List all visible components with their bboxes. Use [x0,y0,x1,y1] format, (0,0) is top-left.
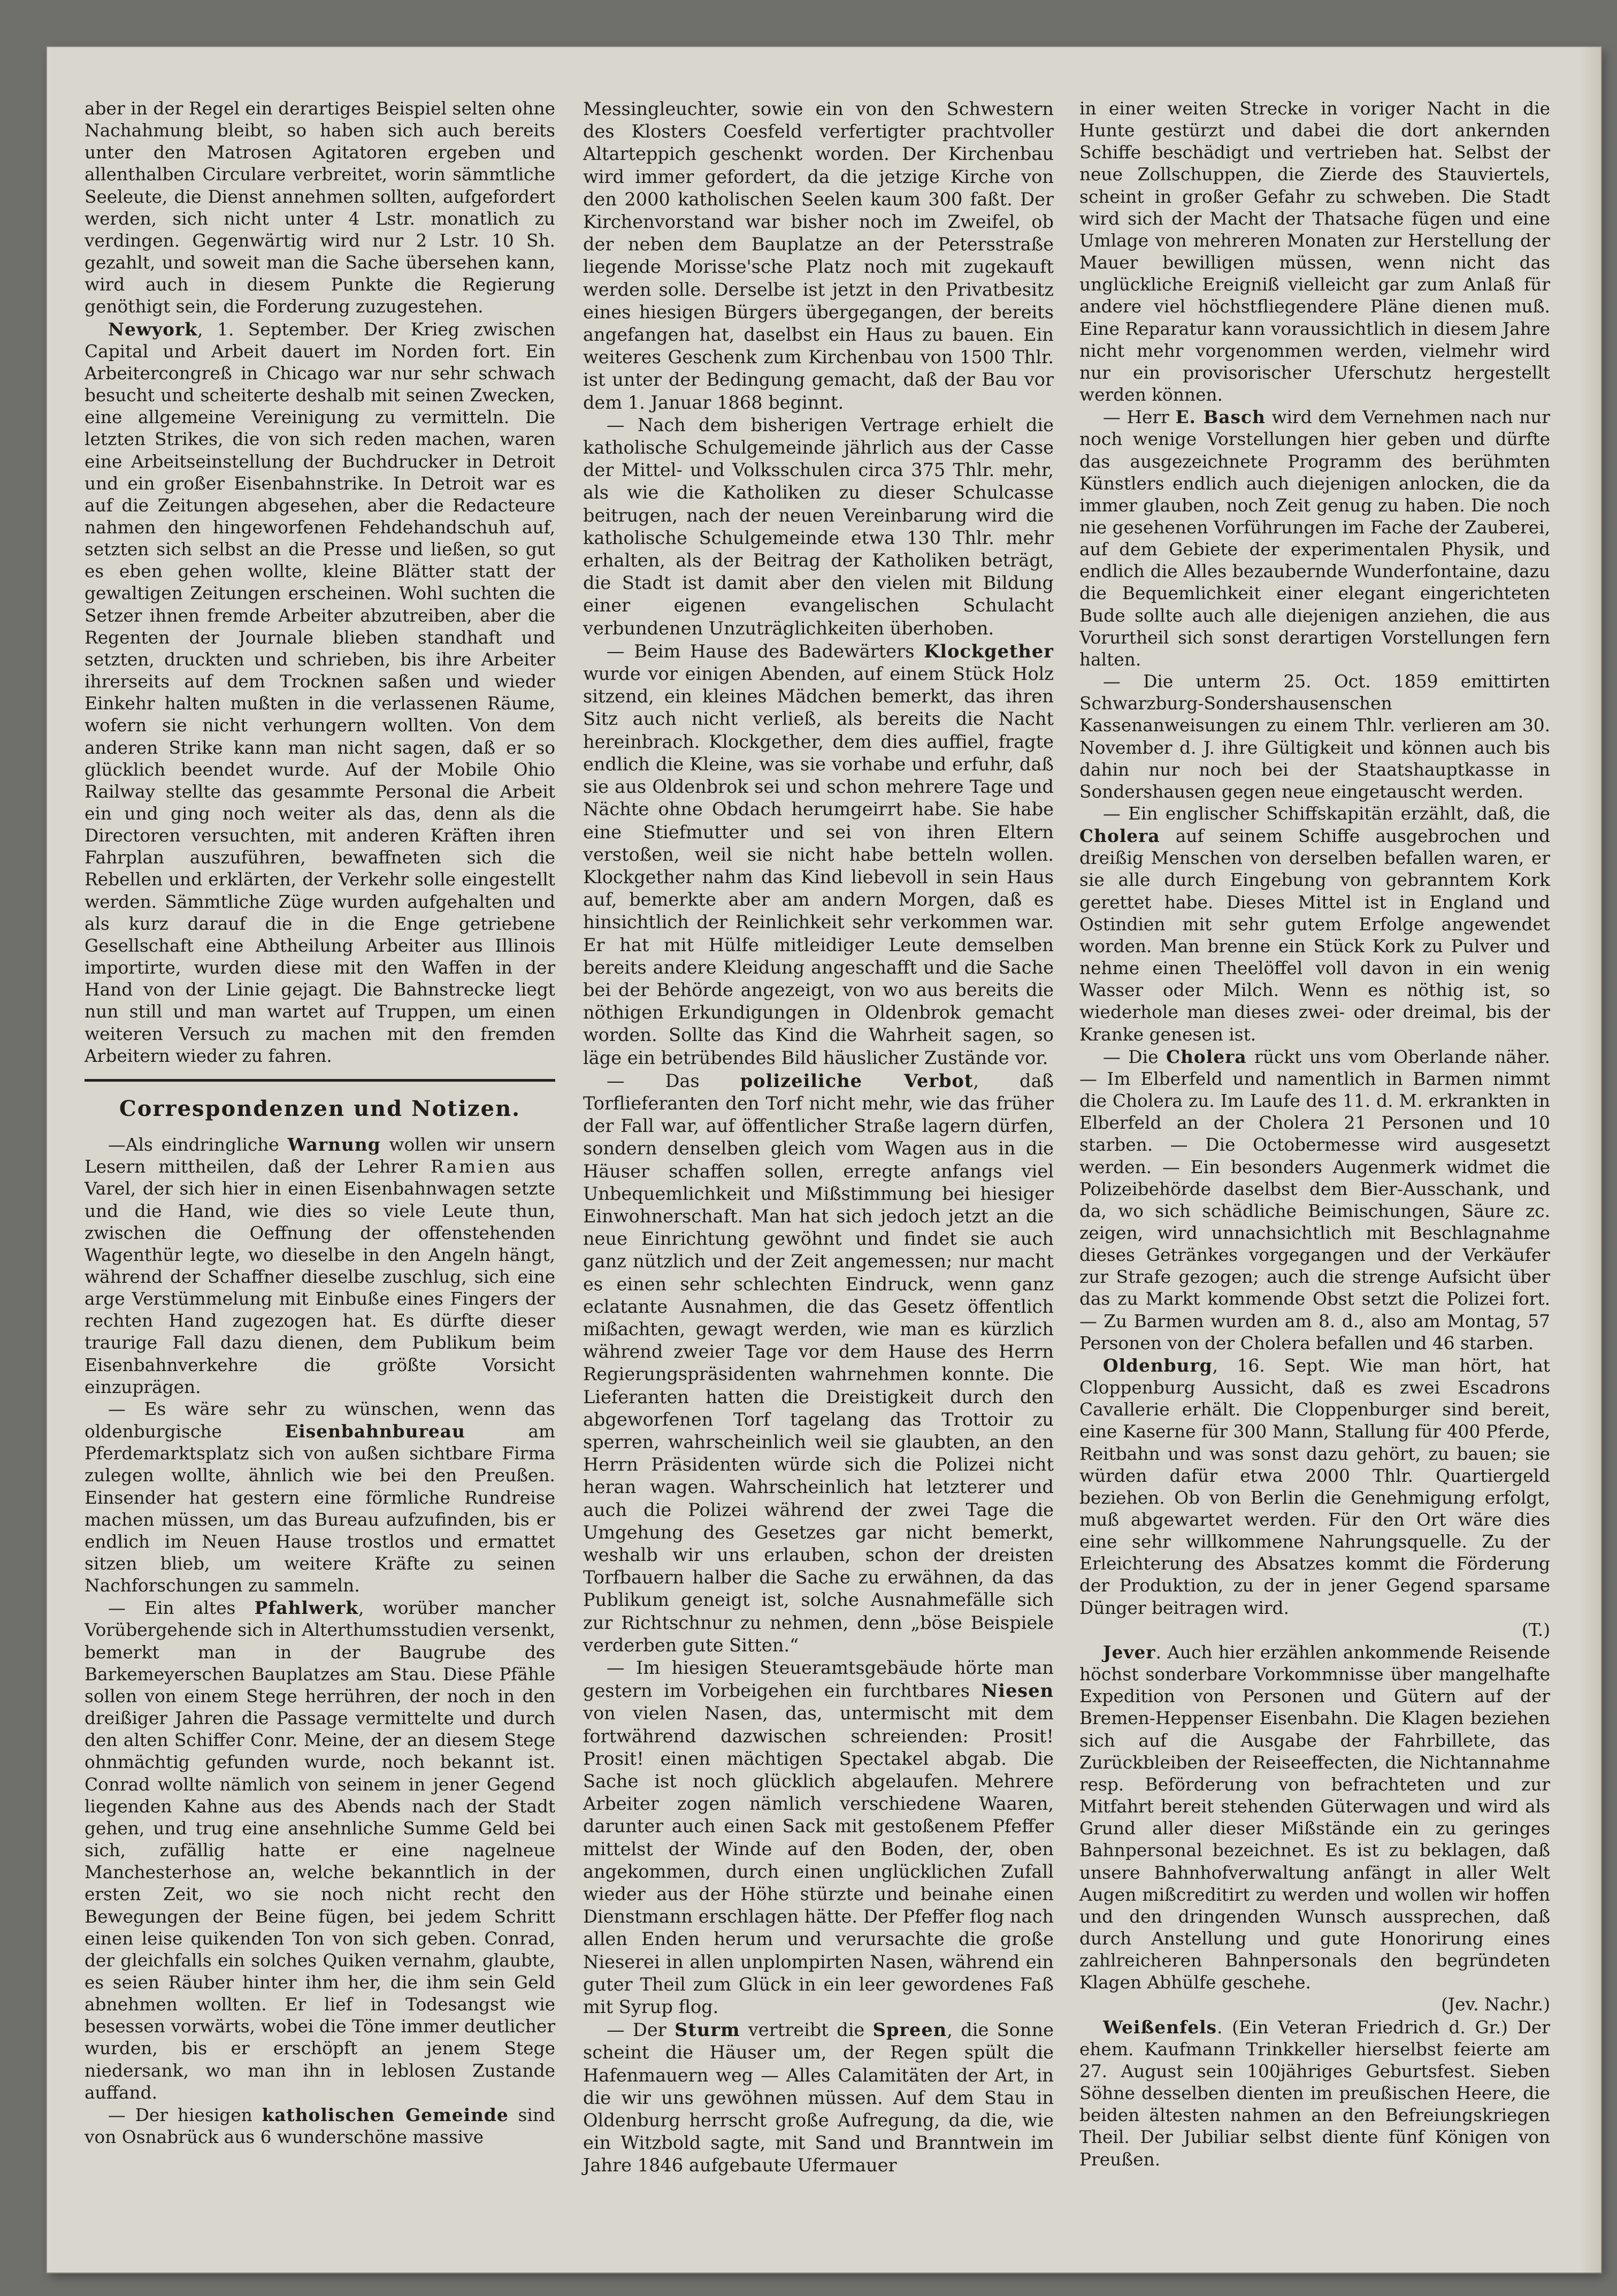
text-run: vertreibt die [740,2019,873,2041]
article-pfahlwerk [85,1597,555,2104]
dateline-jever: Jever [1103,1641,1156,1663]
text-run: , die Sonne scheint die Häuser um, der Regen spült die Hafenmauern weg — Alles Calamitäten der Art, in die wir uns gewöhnen müssen. Auf dem Stau in Oldenburg herrscht große Aufregung, da die, wie ein Witzbold sagte, mit Sand und Branntwein im Jahre 1846 aufgebaute Ufermauer [583,2019,1054,2176]
keyword-katholische-gemeinde: katholischen Gemeinde [262,2104,509,2125]
keyword-sturm: Sturm [675,2019,740,2041]
column-3 [1079,98,1550,2171]
article-basch [1079,406,1550,671]
article-warnung [85,1134,555,1398]
dateline-newyork: Newyork [108,318,198,340]
dateline-oldenburg: Oldenburg [1103,1354,1213,1376]
article-shipping-strike-end: aber in der Regel ein derartiges Beispiel selten ohne Nachahmung bleibt, so haben sich auch bereits unter den Matrosen Agitatoren ergeben und allenthalben Circulare verbreitet, worin sämmtliche Seeleute, die Dienst annehmen sollten, aufgefordert werden, sich nicht unter 4 Lstr. monatlich zu verdingen. Gegenwärtig wird nur 2 Lstr. 10 Sh. gezahlt, und soweit man die Sache übersehen kann, wird auch in diesem Punkte die Regierung genöthigt sein, die Forderung zuzugestehen. [85,98,555,317]
text-run: , worüber mancher Vorübergehende sich in Alterthumsstudien versenkt, bemerkt man in der Baugrube des Barkemeyerschen Bauplatzes am Stau. Diese Pfähle sollen von einem Stege herrühren, der noch in den dreißiger Jahren die Passage vermittelte und durch den alten Schiffer Conr. Meine, der an diesem Stege ohnmächtig gefunden wurde, noch bekannt ist. Conrad wollte nämlich von seinem in jener Gegend liegenden Kahne aus des Abends nach der Stadt gehen, und trug eine ansehnliche Summe Geld bei sich, zufällig hatte er eine nagelneue Manchesterhose an, welche bekanntlich in der ersten Zeit, wo sie noch nicht recht den Bewegungen der Beine fügen, bei jedem Schritt einen leise quikenden Ton von sich geben. Conrad, der gleichfalls ein solches Quiken vernahm, glaubte, es seien Räuber hinter ihm her, die ihm sein Geld abnehmen wollten. Er lief in Todesangst wie besessen vorwärts, wobei die Töne immer deutlicher wurden, bis er erschöpft an jenem Stege niedersank, wo man ihn in leblosen Zustande auffand. [85,1598,555,2103]
text-run: von vielen Nasen, das, untermischt mit dem fortwährend dazwischen schreienden: Prosit! Prosit! einen mächtigen Spectakel abgab. Die Sache ist noch glücklich abgelaufen. Mehrere Arbeiter zogen nämlich verschiedene Waaren, darunter auch einen Sack mit gestoßenem Pfeffer mittelst der Winde auf den Boden, der, oben angekommen, durch einen unglücklichen Zufall wieder aus der Höhe stürzte und beinahe einen Dienstmann erschlagen hätte. Der Pfeffer flog nach allen Enden herum und verursachte die große Nieserei in allen unplompirten Nasen, während ein guter Theil zum Glück in ein leer gewordenes Faß mit Syrup flog. [583,1703,1054,2018]
text-run: — Es wäre sehr zu wünschen, wenn das oldenburgische [85,1398,555,1442]
keyword-niesen: Niesen [981,1680,1054,1702]
name-ramien: Ramien [431,1157,512,1177]
keyword-cholera: Cholera [1166,1046,1247,1067]
text-run: , daß Torflieferanten den Torf nicht mehr, wie das früher der Fall war, auf öffentlicher Straße lagern dürfen, sondern denselben gleich vom Wagen aus in die Häuser schaffen sollen, erregte anfangs viel Unbequemlichkeit und Mißstimmung bei hiesiger Einwohnerschaft. Man hat sich jedoch jetzt an die neue Einrichtung gewöhnt und findet sie auch ganz nützlich und der Zeit angemessen; nur macht es einen sehr schlechten Eindruck, wenn ganz eclatante Ausnahmen, die das Gesetz öffentlich mißachten, gewagt werden, wie man es kürzlich während zweier Tage vor dem Hause des Herrn Regierungspräsidenten wahrnehmen konnte. Die Lieferanten hatten die Dreistigkeit durch den abgeworfenen Torf tagelang das Trottoir zu sperren, wahrscheinlich weil sie glaubten, an den Herrn Präsidenten würde sich die Polizei nicht heran wagen. Wahrscheinlich hat letzterer und auch die Polizei während der zwei Tage die Umgehung des Gesetzes gar nicht bemerkt, weshalb wir uns erlauben, schon der dreisten Torfbauern halber die Sache zu erwähnen, da das Publikum geneigt ist, solche Ausnahmefälle sich zur Richtschnur zu nehmen, denn „böse Beispiele verderben gute Sitten.“ [583,1070,1054,1656]
article-weissenfels [1079,2016,1550,2171]
article-kirchenbau: Messingleuchter, sowie ein von den Schwestern des Klosters Coesfeld verfertigter prachtvoller Altarteppich geschenkt worden. Der Kirchenbau wird immer gefordert, da die jetzige Kirche von den 2000 katholischen Seelen kaum 300 faßt. Der Kirchenvorstand war bisher noch im Zweifel, ob der neben dem Bauplatze an der Petersstraße liegende Morisse'sche Platz noch mit zugekauft werden solle. Derselbe ist jetzt in den Privatbesitz eines hiesigen Bürgers übergegangen, der bereits angefangen hat, daselbst ein Haus zu bauen. Ein weiteres Geschenk zum Kirchenbau von 1500 Thlr. ist unter der Bedingung gemacht, daß der Bau vor dem 1. Januar 1868 beginnt. [583,98,1054,413]
article-ufermauer: in einer weiten Strecke in voriger Nacht in die Hunte gestürzt und dabei die dort ankernden Schiffe beschädigt und vertrieben hat. Selbst der neue Zollschuppen, die Zierde des Stauviertels, scheint in großer Gefahr zu schweben. Die Stadt wird sich der Macht der Thatsache fügen und eine Umlage von mehreren Monaten zur Herstellung der Mauer bewilligen müssen, wenn nicht das unglückliche Ereigniß vielleicht gar zum Anlaß für andere viel höchstfliegendere Pläne dienen muß. Eine Reparatur kann voraussichtlich in diesem Jahre nicht mehr vorgenommen werden, vielmehr wird nur ein provisorischer Uferschutz hergestellt werden können. [1079,98,1550,405]
text-run: . Auch hier erzählen ankommende Reisende höchst sonderbare Vorkommnisse über mangelhafte Expedition von Personen und Gütern auf der Bremen-Heppenser Eisenbahn. Die Klagen beziehen sich auf die Ausgabe der Fahrbillete, das Zurückbleiben der Reiseeffecten, die Nichtannahme resp. Beförderung von befrachteten und zur Mitfahrt bereit stehenden Güterwagen und wird als Grund aller dieser Mißstände ein zu geringes Bahnpersonal bezeichnet. Es ist zu beklagen, daß unsere Bahnhofverwaltung anfängt in aller Welt Augen mißcreditirt zu werden und wollen wir hoffen und den dringenden Wunsch aussprechen, daß durch Anstellung und gute Honorirung eines zahlreicheren Bahnpersonals den begründeten Klagen Abhülfe geschehe. [1079,1642,1550,1993]
text-run: auf seinem Schiffe ausgebrochen und dreißig Menschen von derselben befallen waren, er sie alle durch Eingebung von gebranntem Kork gerettet habe. Dieses Mittel ist in England und Ostindien mit sehr gutem Erfolge angewendet worden. Man brenne ein Stück Kork zu Pulver und nehme einen Theelöffel voll davon in ein wenig Wasser oder Milch. Wenn es nöthig ist, so wiederhole man dieses zwei- oder dreimal, bis der Kranke genesen ist. [1079,826,1550,1045]
page-edge-shadow [1580,47,1601,2272]
dateline-weissenfels: Weißenfels [1103,2016,1217,2038]
section-divider [85,1079,555,1082]
text-run: wollen wir unsern Lesern mittheilen, daß der Lehrer [85,1135,555,1177]
text-run: — Im hiesigen Steueramtsgebäude hörte man gestern im Vorbeigehen ein furchtbares [583,1657,1054,1702]
text-run: — Beim Hause des Badewärters [607,640,924,662]
newspaper-page [47,47,1601,2272]
article-klockgether [583,640,1054,1069]
text-run: , 16. Sept. Wie man hört, hat Cloppenburg Aussicht, daß es zwei Escadrons Cavallerie erhält. Die Cloppenburger sind bereit, eine Kaserne für 300 Mann, Stallung für 400 Pferde, Reitbahn und was sonst dazu gehört, zu bauen; sie würden dafür etwa 2000 Thlr. Quartiergeld beziehen. Ob von Berlin die Genehmigung erfolgt, muß abgewartet werden. Für den Ort wäre dies eine sehr willkommene Nahrungsquelle. Zu der Erleichterung des Absatzes kommt die Förderung der Produktion, zu der in jener Gegend sparsame Dünger beitragen wird. [1079,1355,1550,1618]
article-cholera-elberfeld [1079,1046,1550,1354]
text-run: — Der hiesigen [108,2104,262,2125]
article-cholera-kork [1079,803,1550,1046]
signature-jev-nachr: (Jev. Nachr.) [1441,1994,1550,2015]
article-oldenburg [1079,1354,1550,1619]
keyword-spreen: Spreen [872,2019,947,2041]
keyword-klockgether: Klockgether [924,640,1054,662]
text-run: — Die [1103,1046,1166,1067]
text-run: rückt uns vom Oberlande näher. — Im Elberfeld und namentlich in Barmen nimmt die Cholera zu. Im Laufe des 11. d. M. erkrankten in Elberfeld an der Cholera 21 Personen und 10 starben. — Die Octobermesse wird ausgesetzt werden. — Ein besonders Augenmerk widmet die Polizeibehörde daselbst dem Bier-Ausschank, und da, wo sich schädliche Beimischungen, Säure zc. zeigen, wird unnachsichtlich mit Beschlagnahme dieses Getränkes vorgegangen und der Verkäufer zur Strafe gezogen; auch die strenge Aufsicht über das zu Markt kommende Obst setzt die Polizei fort. — Zu Barmen wurden am 8. d., also am Montag, 57 Personen von der Cholera befallen und 46 starben. [1079,1046,1550,1353]
article-katholische-gemeinde [85,2104,555,2148]
text-run: — Ein englischer Schiffskapitän erzählt, daß, die [1103,803,1550,824]
article-eisenbahnbureau [85,1398,555,1597]
text-run: —Als eindringliche [108,1135,288,1155]
keyword-pfahlwerk: Pfahlwerk [254,1597,358,1619]
article-kassenanweisungen: — Die unterm 25. Oct. 1859 emittirten Schwarzburg-Sondershausenschen Kassenanweisungen zu einem Thlr. verlieren am 30. November d. J. ihre Gültigkeit und können auch bis dahin nur noch bei der Staatshauptkasse in Sondershausen gegen neue eingetauscht werden. [1079,671,1550,802]
text-run: wurde vor einigen Abenden, auf einem Stück Holz sitzend, ein kleines Mädchen bemerkt, das ihren Sitz auch nicht verließ, als bereits die Nacht hereinbrach. Klockgether, dem dies auffiel, fragte endlich die Kleine, was sie vorhabe und erfuhr, daß sie aus Oldenbrok sei und schon mehrere Tage und Nächte ohne Obdach herumgeirrt habe. Sie habe eine Stiefmutter und sei von ihren Eltern verstoßen, weil sie nicht habe betteln wollen. Klockgether nahm das Kind liebevoll in sein Haus auf, bemerkte aber am andern Morgen, daß es hinsichtlich der Reinlichkeit sehr verkommen war. Er hat mit Hülfe mitleidiger Leute demselben bereits andere Kleidung angeschafft und die Sache bei der Behörde angezeigt, von wo aus bereits die nöthigen Erkundigungen in Oldenbrok gemacht worden. Sollte das Kind die Wahrheit sagen, so läge ein betrübendes Bild häuslicher Zustände vor. [583,663,1054,1068]
article-newyork-text: , 1. September. Der Krieg zwischen Capital und Arbeit dauert im Norden fort. Ein Arbeitercongreß in Chicago war nur sehr schwach besucht und scheiterte deshalb mit seinen Zwecken, eine allgemeine Vereinigung zu vermitteln. Die letzten Strikes, die von sich reden machen, waren eine Arbeitseinstellung der Buchdrucker in Detroit und ein großer Eisenbahnstrike. In Detroit war es auf die Zeitungen abgesehen, aber die Redacteure nahmen den hingeworfenen Fehdehandschuh auf, setzten sich selbst an die Presse und ließen, so gut es eben gehen wollte, kleine Blätter statt der gewaltigen Zeitungen erscheinen. Wohl suchten die Setzer ihnen fremde Arbeiter abzutreiben, aber die Regenten der Journale blieben standhaft und setzten, druckten und schrieben, bis ihre Arbeiter ihrerseits auf dem Trocknen saßen und wieder Einkehr halten mußten in die verlassenen Räume, wofern sie nicht verhungern wollten. Von dem anderen Strike kann man nicht sagen, daß er so glücklich beendet wurde. Auf der Mobile Ohio Railway stellte das gesammte Personal die Arbeit ein und ging noch weiter als das, denn als die Directoren versuchten, mit anderen Kräften ihren Fahrplan auszuführen, bewaffneten sich die Rebellen und erklärten, der Verkehr solle eingestellt werden. Sämmtliche Züge wurden aufgehalten und als kurz darauf die in die Enge getriebene Gesellschaft eine Abtheilung Arbeiter aus Illinois importirte, wurden diese mit den Waffen in der Hand von der Linie gejagt. Die Bahnstrecke liegt nun still und man wartet auf Truppen, um einen weiteren Versuch zu machen mit den fremden Arbeitern wieder zu fahren. [85,319,555,1066]
text-run: aus Varel, der sich hier in einen Eisenbahnwagen setzte und die Hand, wie dies so viele Leute thun, zwischen die Oeffnung der offenstehenden Wagenthür legte, wo dieselbe in den Angeln hängt, während der Schaffner dieselbe zuschlug, sich eine arge Verstümmelung mit Einbuße eines Fingers der rechten Hand zugezogen hat. Es dürfte dieser traurige Fall dazu dienen, dem Publikum beim Eisenbahnverkehre die größte Vorsicht einzuprägen. [85,1157,555,1397]
section-heading: Correspondenzen und Notizen. [119,1096,521,1121]
keyword-eisenbahnbureau: Eisenbahnbureau [285,1421,465,1442]
text-run: — Herr [1103,407,1176,428]
article-sturm [583,2018,1054,2177]
article-newyork [85,318,555,1067]
keyword-cholera: Cholera [1079,825,1160,847]
column-2 [583,98,1054,2177]
text-run: wird dem Vernehmen nach nur noch wenige Vorstellungen hier geben und dürfte das ausgezeichnete Programm des berühmten Künstlers endlich auch diejenigen anlocken, die da immer glauben, noch Zeit genug zu haben. Die noch nie gesehenen Vorführungen im Fache der Zauberei, auf dem Gebiete der experimentalen Physik, und endlich die Alles bezaubernde Wunderfontaine, dazu die Bequemlichkeit einer elegant eingerichteten Bude sollte auch alle diejenigen anziehen, die aus Vorurtheil sich sonst derartigen Vorstellungen fern halten. [1079,407,1551,670]
text-run: am Pferdemarktsplatz sich von außen sichtbare Firma zulegen wollte, ähnlich wie bei den Preußen. Einsender hat gestern eine förmliche Rundreise machen müssen, um das Bureau aufzufinden, bis er endlich im Neuen Hause trostlos und ermattet sitzen blieb, um weitere Kräfte zu seinen Nachforschungen zu sammeln. [85,1421,555,1596]
text-run: — Ein altes [108,1598,255,1619]
article-schulgemeinde: — Nach dem bisherigen Vertrage erhielt die katholische Schulgemeinde jährlich aus der Casse der Mittel- und Volksschulen circa 375 Thlr. mehr, als wie die Katholiken zu dieser Schulcasse beitrugen, nach der neuen Vereinbarung wird die katholische Schulgemeinde etwa 130 Thlr. mehr erhalten, als der Beitrag der Katholiken beträgt, die Stadt ist damit aber den vielen mit Bildung einer eigenen evangelischen Schulacht verbundenen Unzuträglichkeiten überhoben. [583,414,1054,639]
text-run: — Das [607,1070,740,1091]
signature-t: (T.) [1521,1619,1550,1640]
keyword-polizeiliches-verbot: polizeiliche Verbot [740,1069,974,1091]
text-run: — Der [607,2019,675,2041]
column-1 [85,98,555,2148]
keyword-warnung: Warnung [287,1134,381,1155]
article-jever [1079,1641,1550,1994]
keyword-basch: E. Basch [1175,407,1266,428]
text-run: . (Ein Veteran Friedrich d. Gr.) Der ehem. Kaufmann Trinkkeller hierselbst feierte am 27. August sein 100jähriges Geburtsfest. Sieben Söhne desselben dienten im preußischen Heere, die beiden ältesten nahmen an den Befreiungskriegen Theil. Der Jubiliar selbst diente fünf Königen von Preußen. [1079,2017,1550,2170]
text-run: sind von Osnabrück aus 6 wunderschöne massive [85,2104,555,2148]
article-niesen [583,1657,1054,2018]
article-polizeiliches-verbot [583,1069,1054,1657]
